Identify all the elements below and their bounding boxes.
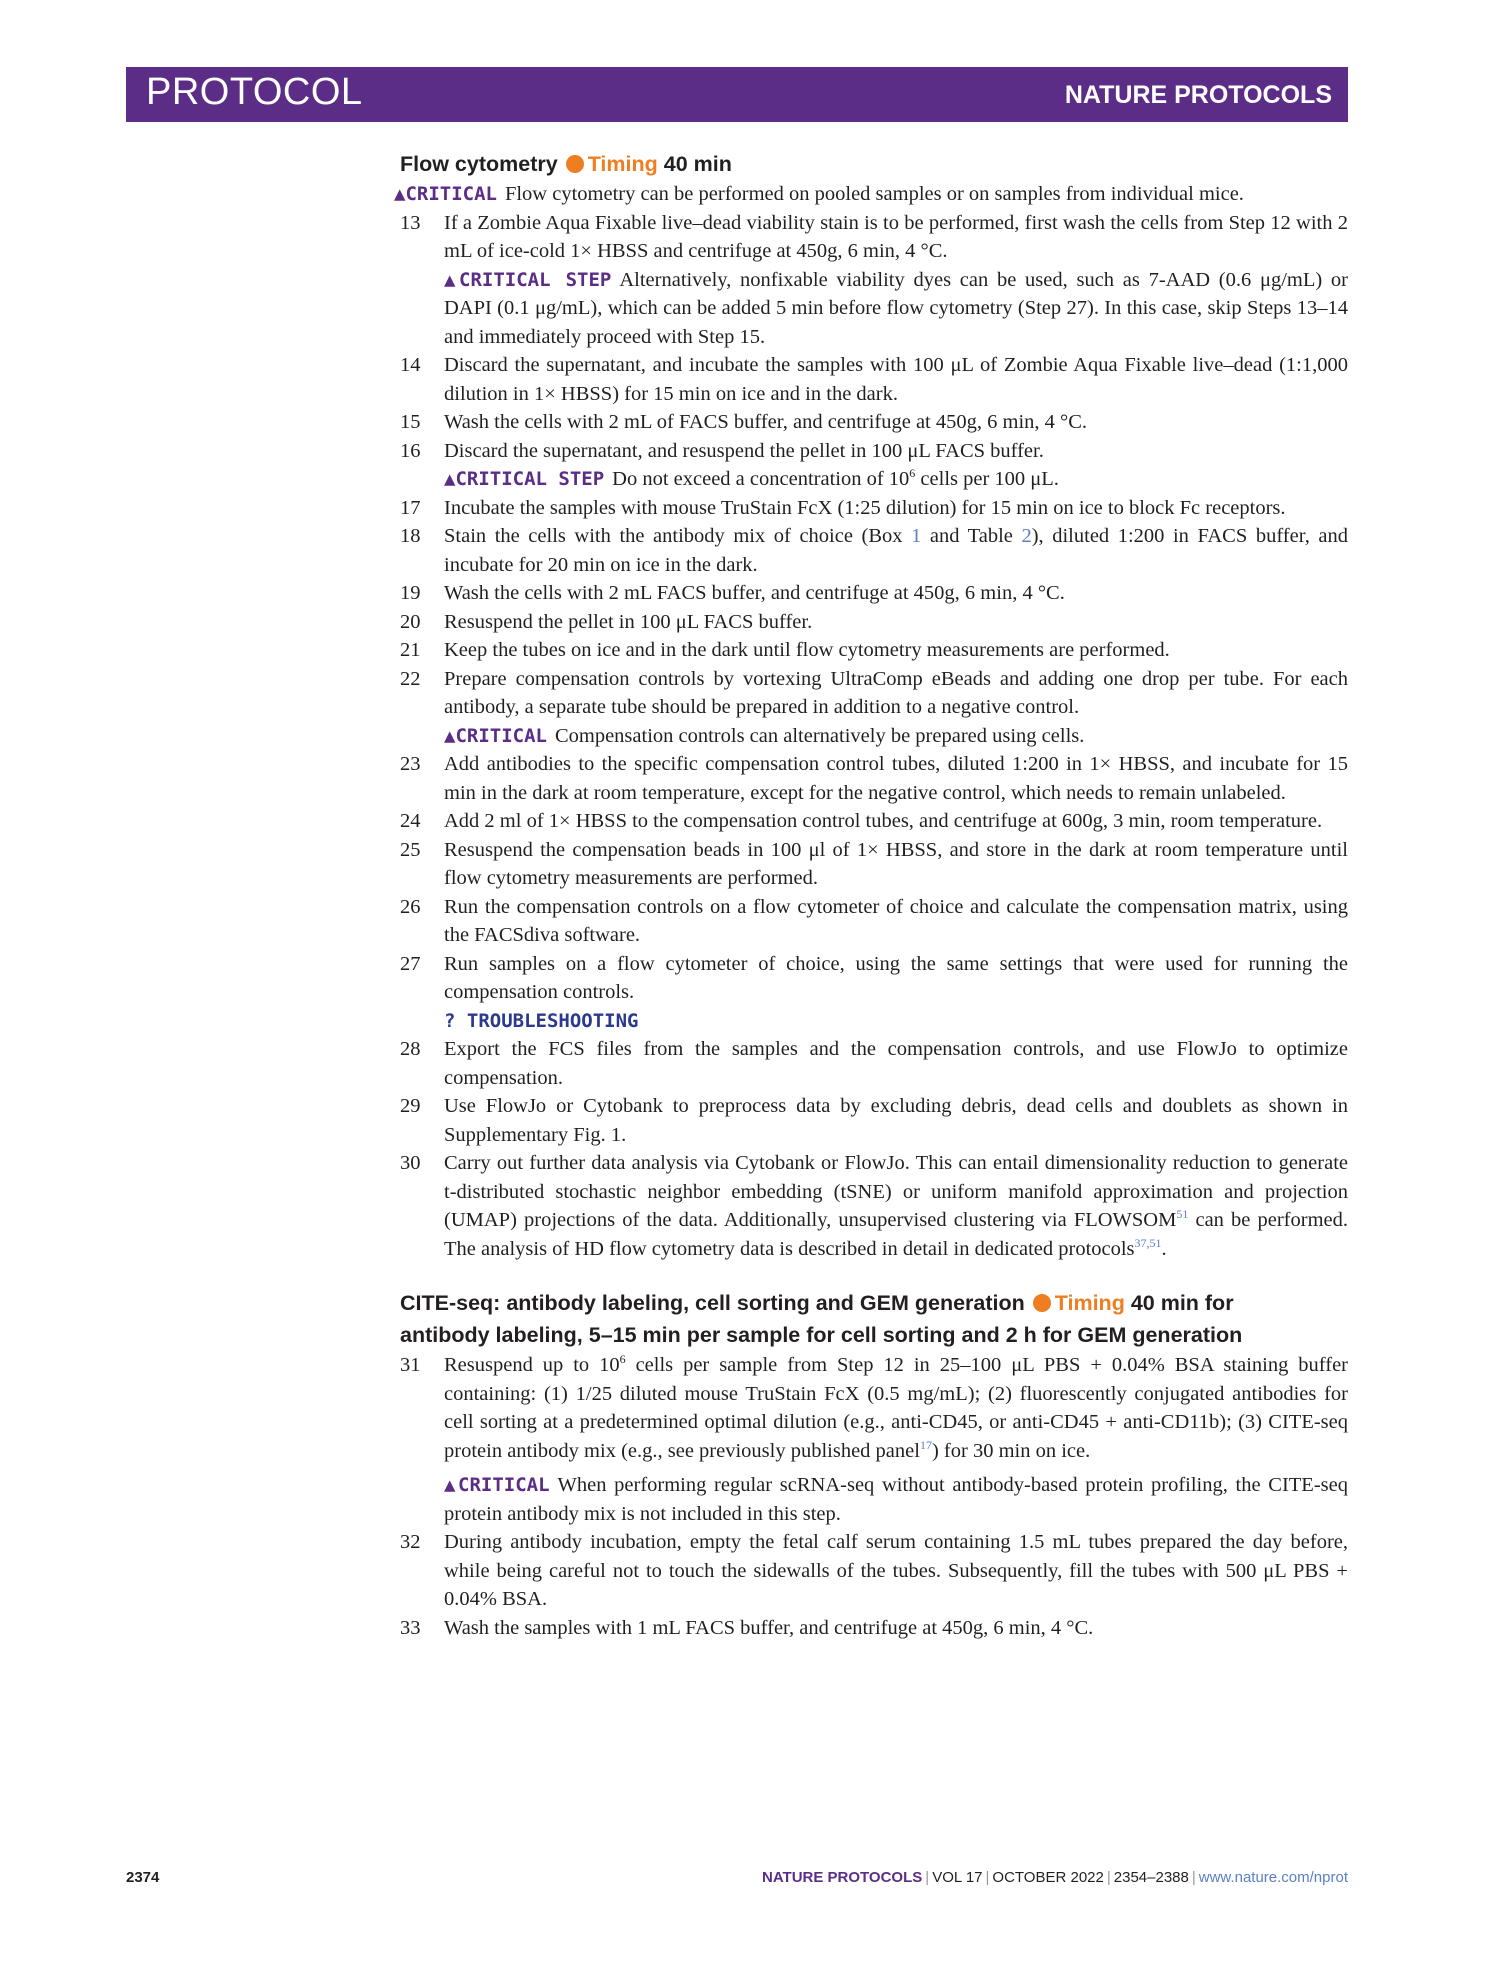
step-24: 24 Add 2 ml of 1× HBSS to the compensation control tubes, and centrifuge at 600g, 3 min, room temperature. bbox=[400, 810, 1323, 832]
step-26: 26 Run the compensation controls on a flow cytometer of choice and calculate the compensation matrix, using the FACSdiva software. bbox=[400, 895, 1348, 946]
critical-note: ▲CRITICAL Flow cytometry can be performed on pooled samples or on samples from individual mice. bbox=[394, 183, 1244, 205]
main-content bbox=[394, 148, 1349, 1642]
step-25: 25 Resuspend the compensation beads in 100 μl of 1× HBSS, and store in the dark at room temperature until flow cytometry measurements are performed. bbox=[400, 838, 1348, 889]
critical-tag: ▲CRITICAL bbox=[394, 183, 497, 205]
troubleshooting-link[interactable]: ? TROUBLESHOOTING bbox=[444, 1009, 639, 1032]
citation-51[interactable]: 51 bbox=[1176, 1207, 1189, 1222]
section-heading-flow-cytometry: Flow cytometry Timing 40 min bbox=[400, 152, 732, 176]
timing-label: Timing bbox=[1054, 1291, 1125, 1315]
step-21: 21 Keep the tubes on ice and in the dark until flow cytometry measurements are performed. bbox=[400, 639, 1170, 661]
section-label: PROTOCOL bbox=[146, 71, 363, 113]
citation-17[interactable]: 17 bbox=[919, 1437, 932, 1452]
step-32: 32 During antibody incubation, empty the fetal calf serum containing 1.5 mL tubes prepared the day before, while being careful not to touch the sidewalls of the tubes. Subsequently, fill the tubes with 500 μL PBS + 0.04% BSA. bbox=[400, 1531, 1348, 1610]
step-20: 20 Resuspend the pellet in 100 μL FACS buffer. bbox=[400, 610, 813, 633]
table-2-link[interactable]: 2 bbox=[1021, 525, 1032, 547]
section-heading-cite-seq: CITE-seq: antibody labeling, cell sorting and GEM generation Timing 40 min for antibody labeling, 5–15 min per sample for cell sorting and 2 h for GEM generation bbox=[400, 1291, 1243, 1347]
footer-citation: NATURE PROTOCOLS | VOL 17 | OCTOBER 2022 | 2354–2388 | www.nature.com/nprot bbox=[761, 1869, 1348, 1886]
step-22: 22 Prepare compensation controls by vortexing UltraComp eBeads and adding one drop per tube. For each antibody, a separate tube should be prepared in addition to a negative control. ▲CRITICAL Compensation controls can alternatively be prepared using cells. bbox=[400, 665, 1348, 751]
step-18: 18 Stain the cells with the antibody mix of choice (Box 1 and Table 2), diluted 1:200 in FACS buffer, and incubate for 20 min on ice in the dark. bbox=[400, 525, 1348, 576]
critical-note: ▲CRITICAL Compensation controls can alternatively be prepared using cells. bbox=[444, 724, 1085, 747]
step-16: 16 Discard the supernatant, and resuspend the pellet in 100 μL FACS buffer. ▲CRITICAL STEP Do not exceed a concentration of $10^6$ cells per 100 μL. bbox=[400, 437, 1348, 494]
journal-header: NATURE PROTOCOLS bbox=[1064, 81, 1332, 109]
step-33: 33 Wash the samples with 1 mL FACS buffer, and centrifuge at 450g, 6 min, 4 °C. bbox=[400, 1616, 1094, 1639]
critical-step-note: ▲CRITICAL STEP Alternatively, nonfixable viability dyes can be used, such as 7-AAD (0.6 μg/mL) or DAPI (0.1 μg/mL), which can be added 5 min before flow cytometry (Step 27). In this case, skip Steps 13–14 and immediately proceed with Step 15. bbox=[444, 268, 1348, 348]
box-1-link[interactable]: 1 bbox=[911, 525, 922, 547]
step-23: 23 Add antibodies to the specific compensation control tubes, diluted 1:200 in 1× HBSS, and incubate for 15 min in the dark at room temperature, except for the negative control, which needs to remain unlabeled. bbox=[400, 753, 1348, 804]
step-31: 31 Resuspend up to $10^6$ cells per sample from Step 12 in 25–100 μL PBS + 0.04% BSA staining buffer containing: (1) 1/25 diluted mouse TruStain FcX (0.5 mg/mL); (2) fluorescently conjugated antibodies for cell sorting at a predetermined optimal dilution (e.g., anti-CD45, or anti-CD45 + anti-CD11b); (3) CITE-seq protein antibody mix (e.g., see previously published panel$^{17}$) for 30 min on ice. ▲CRITICAL When performing regular scRNA-seq without antibody-based protein profiling, the CITE-seq protein antibody mix is not included in this step. bbox=[400, 1351, 1348, 1528]
critical-note: ▲CRITICAL When performing regular scRNA-seq without antibody-based protein profiling, the CITE-seq protein antibody mix is not included in this step. bbox=[444, 1474, 1348, 1525]
header-bar bbox=[126, 67, 1348, 122]
timing-dot-icon bbox=[1033, 1294, 1051, 1312]
journal-url-link[interactable]: www.nature.com/nprot bbox=[1198, 1869, 1348, 1886]
step-15: 15 Wash the cells with 2 mL of FACS buffer, and centrifuge at 450g, 6 min, 4 °C. bbox=[400, 411, 1088, 433]
critical-step-note: ▲CRITICAL STEP Do not exceed a concentration of $10^6$ cells per 100 μL. bbox=[444, 466, 1059, 490]
timing-value: 40 min bbox=[663, 152, 732, 176]
step-30: 30 Carry out further data analysis via Cytobank or FlowJo. This can entail dimensionality reduction to generate t-distributed stochastic neighbor embedding (tSNE) or uniform manifold approximation and projection (UMAP) projections of the data. Additionally, unsupervised clustering via FLOWSOM$^{51}$ can be performed. The analysis of HD flow cytometry data is described in detail in dedicated protocols$^{37,51}$. bbox=[400, 1152, 1349, 1260]
step-13: 13 If a Zombie Aqua Fixable live–dead viability stain is to be performed, first wash the cells from Step 12 with 2 mL of ice-cold 1× HBSS and centrifuge at 450g, 6 min, 4 °C. ▲CRITICAL STEP Alternatively, nonfixable viability dyes can be used, such as 7-AAD (0.6 μg/mL) or DAPI (0.1 μg/mL), which can be added 5 min before flow cytometry (Step 27). In this case, skip Steps 13–14 and immediately proceed with Step 15. bbox=[400, 209, 1348, 352]
timing-label: Timing bbox=[587, 152, 658, 176]
step-29: 29 Use FlowJo or Cytobank to preprocess data by excluding debris, dead cells and doublets as shown in Supplementary Fig. 1. bbox=[400, 1095, 1348, 1146]
step-19: 19 Wash the cells with 2 mL FACS buffer, and centrifuge at 450g, 6 min, 4 °C. bbox=[400, 582, 1065, 604]
page-number: 2374 bbox=[126, 1869, 160, 1886]
step-14: 14 Discard the supernatant, and incubate the samples with 100 μL of Zombie Aqua Fixable live–dead (1:1,000 dilution in 1× HBSS) for 15 min on ice and in the dark. bbox=[400, 354, 1348, 405]
step-17: 17 Incubate the samples with mouse TruStain FcX (1:25 dilution) for 15 min on ice to block Fc receptors. bbox=[400, 496, 1286, 519]
citation-37-51[interactable]: 37,51 bbox=[1134, 1235, 1162, 1250]
step-28: 28 Export the FCS files from the samples and the compensation controls, and use FlowJo to optimize compensation. bbox=[400, 1038, 1348, 1089]
timing-dot-icon bbox=[566, 155, 584, 173]
step-27: 27 Run samples on a flow cytometer of choice, using the same settings that were used for running the compensation controls. ? TROUBLESHOOTING bbox=[400, 952, 1348, 1032]
